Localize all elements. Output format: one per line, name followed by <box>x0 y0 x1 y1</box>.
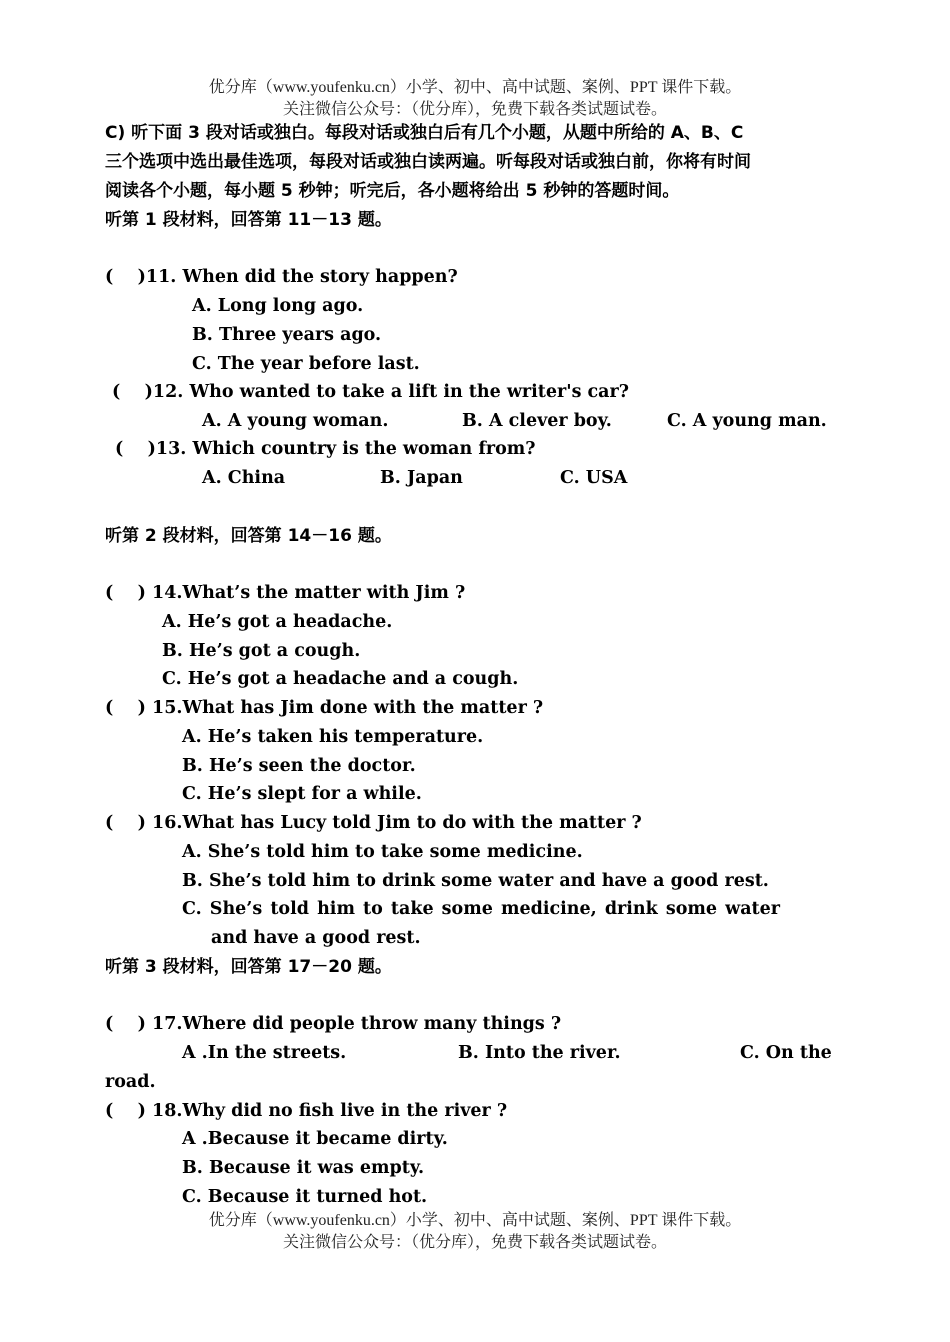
question-14-option-c: C. He’s got a headache and a cough. <box>162 669 519 689</box>
question-14-option-a: A. He’s got a headache. <box>162 612 393 632</box>
question-11-option-b: B. Three years ago. <box>192 325 382 345</box>
question-13-option-b: B. Japan <box>380 468 463 488</box>
question-15-option-c: C. He’s slept for a while. <box>182 784 422 804</box>
section-1-heading: 听第 1 段材料，回答第 11－13 题。 <box>105 210 392 230</box>
question-18-option-a: A .Because it became dirty. <box>182 1129 448 1149</box>
question-14-stem: ( ) 14.What’s the matter with Jim ? <box>105 583 466 603</box>
question-11-option-c: C. The year before last. <box>192 354 420 374</box>
intro-line-1: C) 听下面 3 段对话或独白。每段对话或独白后有几个小题，从题中所给的 A、B、C <box>105 123 744 143</box>
question-11-option-a: A. Long long ago. <box>192 296 364 316</box>
question-13-option-a: A. China <box>202 468 286 488</box>
question-11-stem: ( )11. When did the story happen? <box>105 267 458 287</box>
section-3-heading: 听第 3 段材料，回答第 17－20 题。 <box>105 957 392 977</box>
question-17-option-c-line-1: C. On the <box>740 1043 832 1063</box>
question-17-option-b: B. Into the river. <box>458 1043 621 1063</box>
question-12-option-a: A. A young woman. <box>202 411 389 431</box>
question-16-stem: ( ) 16.What has Lucy told Jim to do with the matter ? <box>105 813 642 833</box>
question-18-option-c: C. Because it turned hot. <box>182 1187 428 1207</box>
question-14-option-b: B. He’s got a cough. <box>162 641 361 661</box>
question-17-option-c-line-2: road. <box>105 1072 156 1092</box>
question-17-stem: ( ) 17.Where did people throw many things ? <box>105 1014 562 1034</box>
question-16-option-c-line-2: and have a good rest. <box>211 928 421 948</box>
question-12-option-b: B. A clever boy. <box>462 411 612 431</box>
header-line-2: 关注微信公众号：（优分库），免费下载各类试题试卷。 <box>282 101 667 118</box>
question-16-option-c-line-1: C. She’s told him to take some medicine, drink some water <box>182 899 780 919</box>
question-17-option-a: A .In the streets. <box>182 1043 347 1063</box>
question-15-option-b: B. He’s seen the doctor. <box>182 756 416 776</box>
header-line-1: 优分库（www.youfenku.cn）小学、初中、高中试题、案例、PPT 课件下载。 <box>208 79 742 96</box>
question-13-option-c: C. USA <box>560 468 628 488</box>
intro-line-2: 三个选项中选出最佳选项，每段对话或独白读两遍。听每段对话或独白前，你将有时间 <box>105 152 751 172</box>
question-15-stem: ( ) 15.What has Jim done with the matter ? <box>105 698 544 718</box>
question-15-option-a: A. He’s taken his temperature. <box>182 727 484 747</box>
question-16-option-b: B. She’s told him to drink some water and have a good rest. <box>182 871 769 891</box>
question-18-option-b: B. Because it was empty. <box>182 1158 425 1178</box>
footer-line-1: 优分库（www.youfenku.cn）小学、初中、高中试题、案例、PPT 课件下载。 <box>208 1212 742 1229</box>
section-2-heading: 听第 2 段材料，回答第 14－16 题。 <box>105 526 392 546</box>
question-12-stem: ( )12. Who wanted to take a lift in the writer's car? <box>112 382 629 402</box>
question-18-stem: ( ) 18.Why did no fish live in the river ? <box>105 1101 508 1121</box>
question-13-stem: ( )13. Which country is the woman from? <box>115 439 536 459</box>
footer-line-2: 关注微信公众号：（优分库），免费下载各类试题试卷。 <box>282 1234 667 1251</box>
question-12-option-c: C. A young man. <box>667 411 827 431</box>
question-16-option-a: A. She’s told him to take some medicine. <box>182 842 583 862</box>
intro-line-3: 阅读各个小题，每小题 5 秒钟；听完后，各小题将给出 5 秒钟的答题时间。 <box>105 181 680 201</box>
